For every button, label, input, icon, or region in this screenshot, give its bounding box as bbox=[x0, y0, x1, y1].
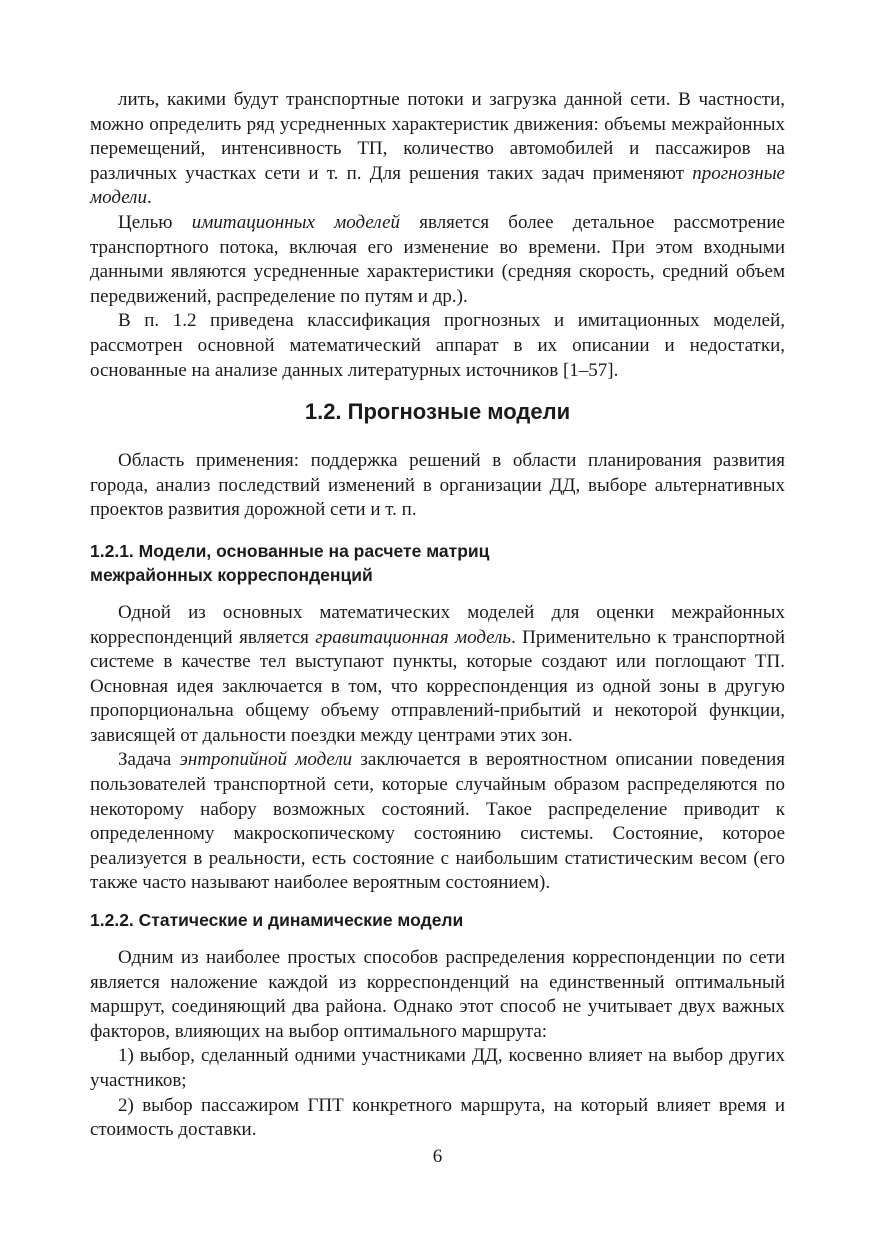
subsection-heading-1-2-2: 1.2.2. Статические и динамические модели bbox=[90, 910, 464, 931]
section-1-2-1-paragraph-1-text: . Применительно к транспортной системе в качестве тел выступают пункты, которые создают или поглощают ТП. Основная идея заключается в том, что корреспонденция из одной зоны в другую пропорциональна общему объему отправлений-прибытий и некоторой функции, зависящей от дальности поездки между центрами этих зон. bbox=[90, 626, 786, 746]
section-1-2-paragraph-1: Область применения: поддержка решений в области планирования развития города, анализ последствий изменений в организации ДД, выборе альтернативных проектов развития дорожной сети и т. п. bbox=[90, 450, 785, 521]
intro-paragraph-3: В п. 1.2 приведена классификация прогнозных и имитационных моделей, рассмотрен основной математический аппарат в их описании и недостатки, основанные на анализе данных литературных источников [1–57]. bbox=[90, 310, 785, 381]
section-1-2-1-paragraph-2-text: заключается в вероятностном описании поведения пользователей транспортной сети, которые случайным образом распределяются по некоторому набору возможных состояний. Такое распределение приводит к определенному макроскопическому состоянию системы. Состояние, которое реализуется в реальности, есть состояние с наибольшим статистическим весом (его также часто называют наиболее вероятным состоянием). bbox=[90, 749, 785, 894]
section-1-2-1-paragraph-1-start: Одной из основных математических моделей для оценки межрайонных корреспонденций является bbox=[90, 601, 785, 648]
subsection-heading-1-2-1-line1: 1.2.1. Модели, основанные на расчете матриц bbox=[90, 540, 490, 561]
page-content bbox=[90, 88, 785, 1143]
intro-paragraph-2-text: является более детальное рассмотрение транспортного потока, включая его изменение во времени. При этом входными данными являются усредненные характеристики (средняя скорость, средний объем передвижений, распределение по путям и др.). bbox=[90, 211, 785, 307]
intro-paragraph-1-text: лить, какими будут транспортные потоки и загрузка данной сети. В частности, можно определить ряд усредненных характеристик движения: объемы межрайонных перемещений, интенсивность ТП, количество автомобилей и пассажиров на различных участках сети и т. п. Для решения таких задач применяют bbox=[90, 89, 785, 184]
section-1-2-1-paragraph-1 bbox=[90, 601, 785, 749]
section-1-2-1-paragraph-2 bbox=[90, 748, 785, 896]
subsection-heading-1-2-1-line2: межрайонных корреспонденций bbox=[90, 564, 373, 585]
subsection-heading-1-2-1 bbox=[90, 539, 785, 587]
list-item-1: 1) выбор, сделанный одними участниками ДД, косвенно влияет на выбор других участников; bbox=[90, 1045, 785, 1091]
page-number: 6 bbox=[432, 1146, 443, 1167]
intro-paragraph-1-end: . bbox=[146, 187, 152, 209]
term-simulation-models: имитационных моделей bbox=[191, 211, 401, 233]
term-gravity-model: гравитационная модель bbox=[315, 626, 512, 648]
section-1-2-1-paragraph-2-start: Задача bbox=[118, 749, 180, 771]
intro-paragraph-2-start: Целью bbox=[118, 211, 192, 233]
term-entropy-model: энтропийной модели bbox=[179, 749, 353, 771]
section-1-2-2-paragraph-1: Одним из наиболее простых способов распределения корреспонденции по сети является наложение каждой из корреспонденций на единственный оптимальный маршрут, соединяющий два района. Однако этот способ не учитывает двух важных факторов, влияющих на выбор оптимального маршрута: bbox=[90, 947, 785, 1042]
intro-paragraph-1 bbox=[90, 88, 785, 211]
term-forecast-models: прогнозные модели bbox=[90, 162, 785, 209]
section-heading-1-2: 1.2. Прогнозные модели bbox=[304, 399, 571, 425]
list-item-2: 2) выбор пассажиром ГПТ конкретного маршрута, на который влияет время и стоимость доставки. bbox=[90, 1094, 785, 1141]
intro-paragraph-2 bbox=[90, 211, 785, 309]
